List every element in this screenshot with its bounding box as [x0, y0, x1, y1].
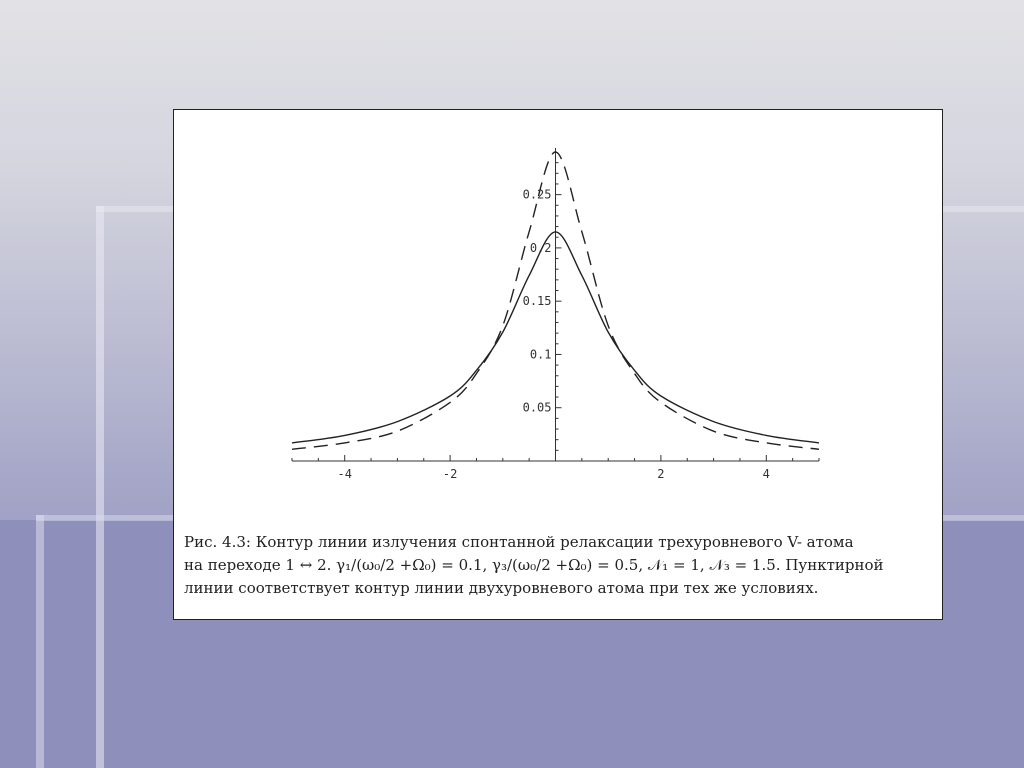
y-tick-label: 0.15 [522, 294, 552, 309]
y-tick-label: 0.1 [529, 347, 552, 362]
decorative-bar [36, 515, 44, 768]
figure-panel [173, 109, 943, 620]
y-tick-label: 0.05 [522, 400, 552, 415]
x-tick-label: 2 [657, 467, 665, 481]
caption-line: Рис. 4.3: Контур линии излучения спонтанной релаксации трехуровневого V- атома [184, 533, 854, 551]
x-tick-label: -2 [442, 467, 458, 481]
line-chart [174, 110, 942, 530]
y-tick-label: 0.2 [529, 240, 552, 255]
chart-axes [292, 148, 819, 481]
caption-line: на переходе 1 ↔ 2. γ₁/(ω₀/2 +Ω₀) = 0.1, γ₃/(ω₀/2 +Ω₀) = 0.5, 𝒩₁ = 1, 𝒩₃ = 1.5. Пунктирной [184, 556, 884, 574]
x-tick-label: -4 [337, 467, 352, 481]
x-tick-label: 4 [762, 467, 770, 481]
decorative-bar [96, 206, 104, 768]
figure-caption [184, 531, 934, 600]
y-tick-label: 0.25 [522, 187, 552, 202]
caption-line: линии соответствует контур линии двухуровневого атома при тех же условиях. [184, 579, 819, 597]
